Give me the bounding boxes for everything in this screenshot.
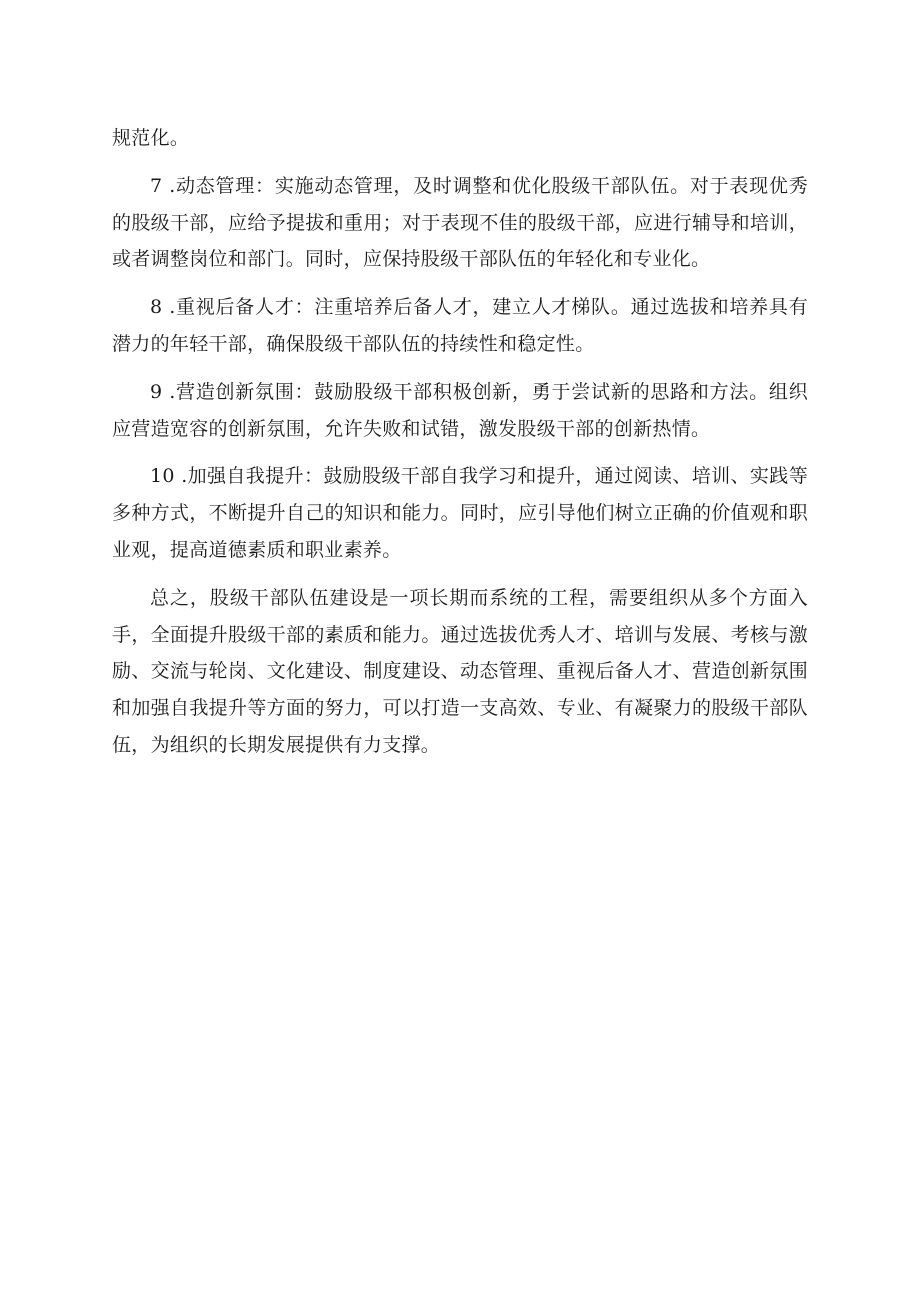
document-body bbox=[112, 120, 808, 775]
paragraph-continuation: 规范化。 bbox=[112, 127, 190, 149]
paragraph-conclusion: 总之，股级干部队伍建设是一项长期而系统的工程，需要组织从多个方面入手，全面提升股级干部的素质和能力。通过选拔优秀人才、培训与发展、考核与激励、交流与轮岗、文化建设、制度建设、动态管理、重视后备人才、营造创新氛围和加强自我提升等方面的努力，可以打造一支高效、专业、有凝聚力的股级干部队伍，为组织的长期发展提供有力支撑。 bbox=[112, 586, 808, 756]
paragraph-item-10: 10 .加强自我提升：鼓励股级干部自我学习和提升，通过阅读、培训、实践等多种方式，不断提升自己的知识和能力。同时，应引导他们树立正确的价值观和职业观，提高道德素质和职业素养。 bbox=[112, 465, 808, 561]
paragraph-item-8: 8 .重视后备人才：注重培养后备人才，建立人才梯队。通过选拔和培养具有潜力的年轻干部，确保股级干部队伍的持续性和稳定性。 bbox=[112, 296, 808, 355]
paragraph-item-9: 9 .营造创新氛围：鼓励股级干部积极创新，勇于尝试新的思路和方法。组织应营造宽容的创新氛围，允许失败和试错，激发股级干部的创新热情。 bbox=[112, 380, 808, 440]
paragraph-item-7: 7 .动态管理：实施动态管理，及时调整和优化股级干部队伍。对于表现优秀的股级干部，应给予提拔和重用；对于表现不佳的股级干部，应进行辅导和培训，或者调整岗位和部门。同时，应保持股级干部队伍的年轻化和专业化。 bbox=[112, 174, 808, 271]
